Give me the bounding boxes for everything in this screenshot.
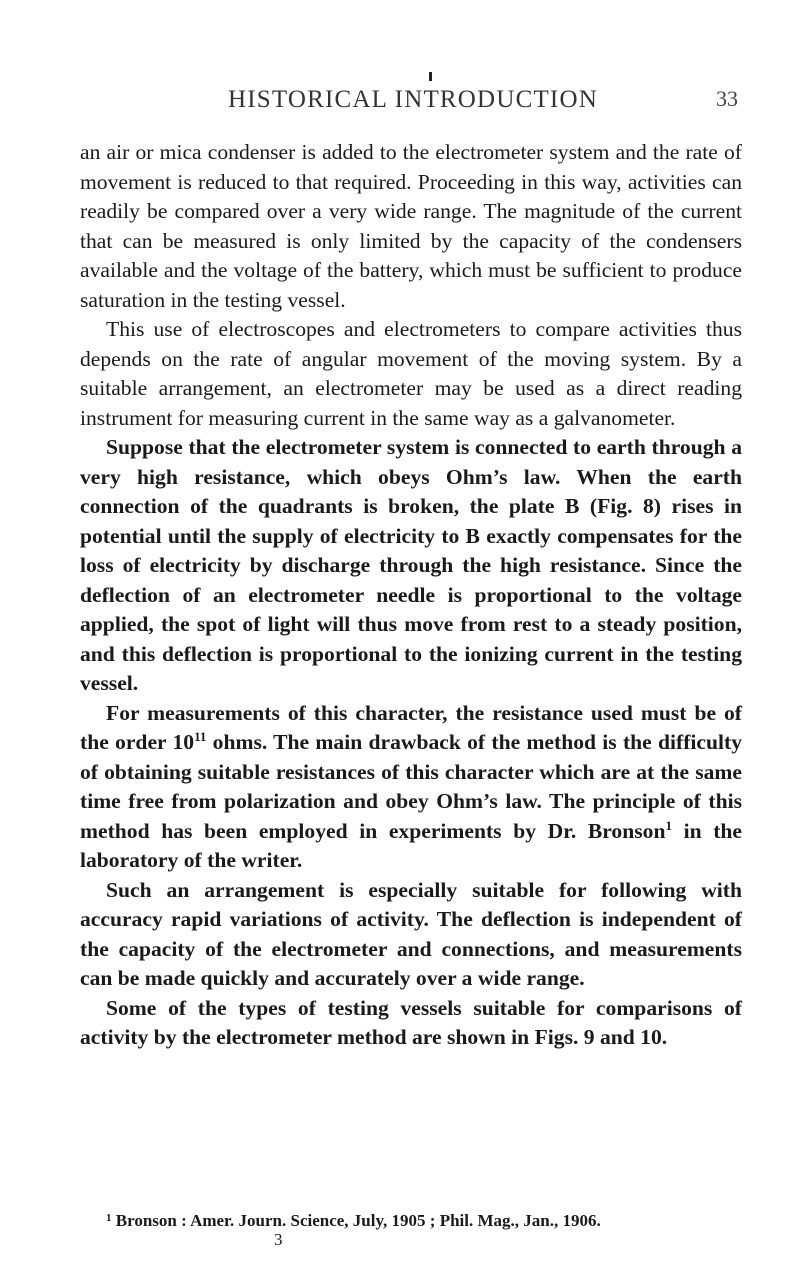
paragraph-text: This use of electroscopes and electrometers to compare activities thus depends on the rate of angular movement of the moving system. By a suitable arrangement, an electrometer may be used as a direct reading instrument for measuring current in the same way as a galvanometer. <box>80 317 742 430</box>
footnote <box>106 1211 601 1231</box>
body-text <box>80 138 742 1053</box>
paragraph-text-before: For measurements of this character, the resistance used must be of the order 10 <box>80 700 742 754</box>
paragraph-text: Suppose that the electrometer system is connected to earth through a very high resistance, which obeys Ohm’s law. When the earth connection of the quadrants is broken, the plate B (Fig. 8) rises in potential until the supply of electricity to B exactly compensates for the loss of electricity by discharge through the high resistance. Since the deflection of an electrometer needle is proportional to the voltage applied, the spot of light will thus move from rest to a steady position, and this deflection is proportional to the ionizing current in the testing vessel. <box>80 435 742 695</box>
paragraph-electroscopes <box>80 315 742 433</box>
paragraph-condenser-continuation <box>80 138 742 315</box>
paragraph-testing-vessels <box>80 994 742 1053</box>
paragraph-earth-resistance <box>80 433 742 699</box>
exponent-superscript: 11 <box>194 729 207 744</box>
paragraph-rapid-variations <box>80 876 742 994</box>
running-head <box>78 86 738 120</box>
paragraph-text: an air or mica condenser is added to the electrometer system and the rate of movement is reduced to that required. Proceeding in this way, activities can readily be compared over a very wide range. The magnitude of the current that can be measured is only limited by the capacity of the condensers available and the voltage of the battery, which must be sufficient to produce saturation in the testing vessel. <box>80 140 742 312</box>
paragraph-text: Such an arrangement is especially suitable for following with accuracy rapid variations of activity. The deflection is independent of the capacity of the electrometer and connections, and measurements can be made quickly and accurately over a wide range. <box>80 877 742 990</box>
page-number: 33 <box>716 86 738 111</box>
paragraph-text-after: ohms. The main drawback of the method is the difficulty of obtaining suitable resistances of this character which are at the same time free from polarization and obey Ohm’s law. The principle of this method has been employed in experiments by Dr. Bronson <box>80 730 742 843</box>
ink-speck-decoration <box>429 72 432 81</box>
paragraph-text: Some of the types of testing vessels suitable for comparisons of activity by the electrometer method are shown in Figs. 9 and 10. <box>80 995 742 1049</box>
paragraph-resistance-order <box>80 699 742 876</box>
footnote-marker: 1 <box>106 1212 112 1224</box>
running-head-title: HISTORICAL INTRODUCTION <box>228 86 598 113</box>
paragraph-text-tail: in the laboratory of the writer. <box>80 818 742 872</box>
footnote-reference: 1 <box>665 817 672 833</box>
footnote-text: Bronson : Amer. Journ. Science, July, 1905 ; Phil. Mag., Jan., 1906. <box>115 1211 601 1230</box>
printer-signature-mark: 3 <box>274 1230 283 1249</box>
